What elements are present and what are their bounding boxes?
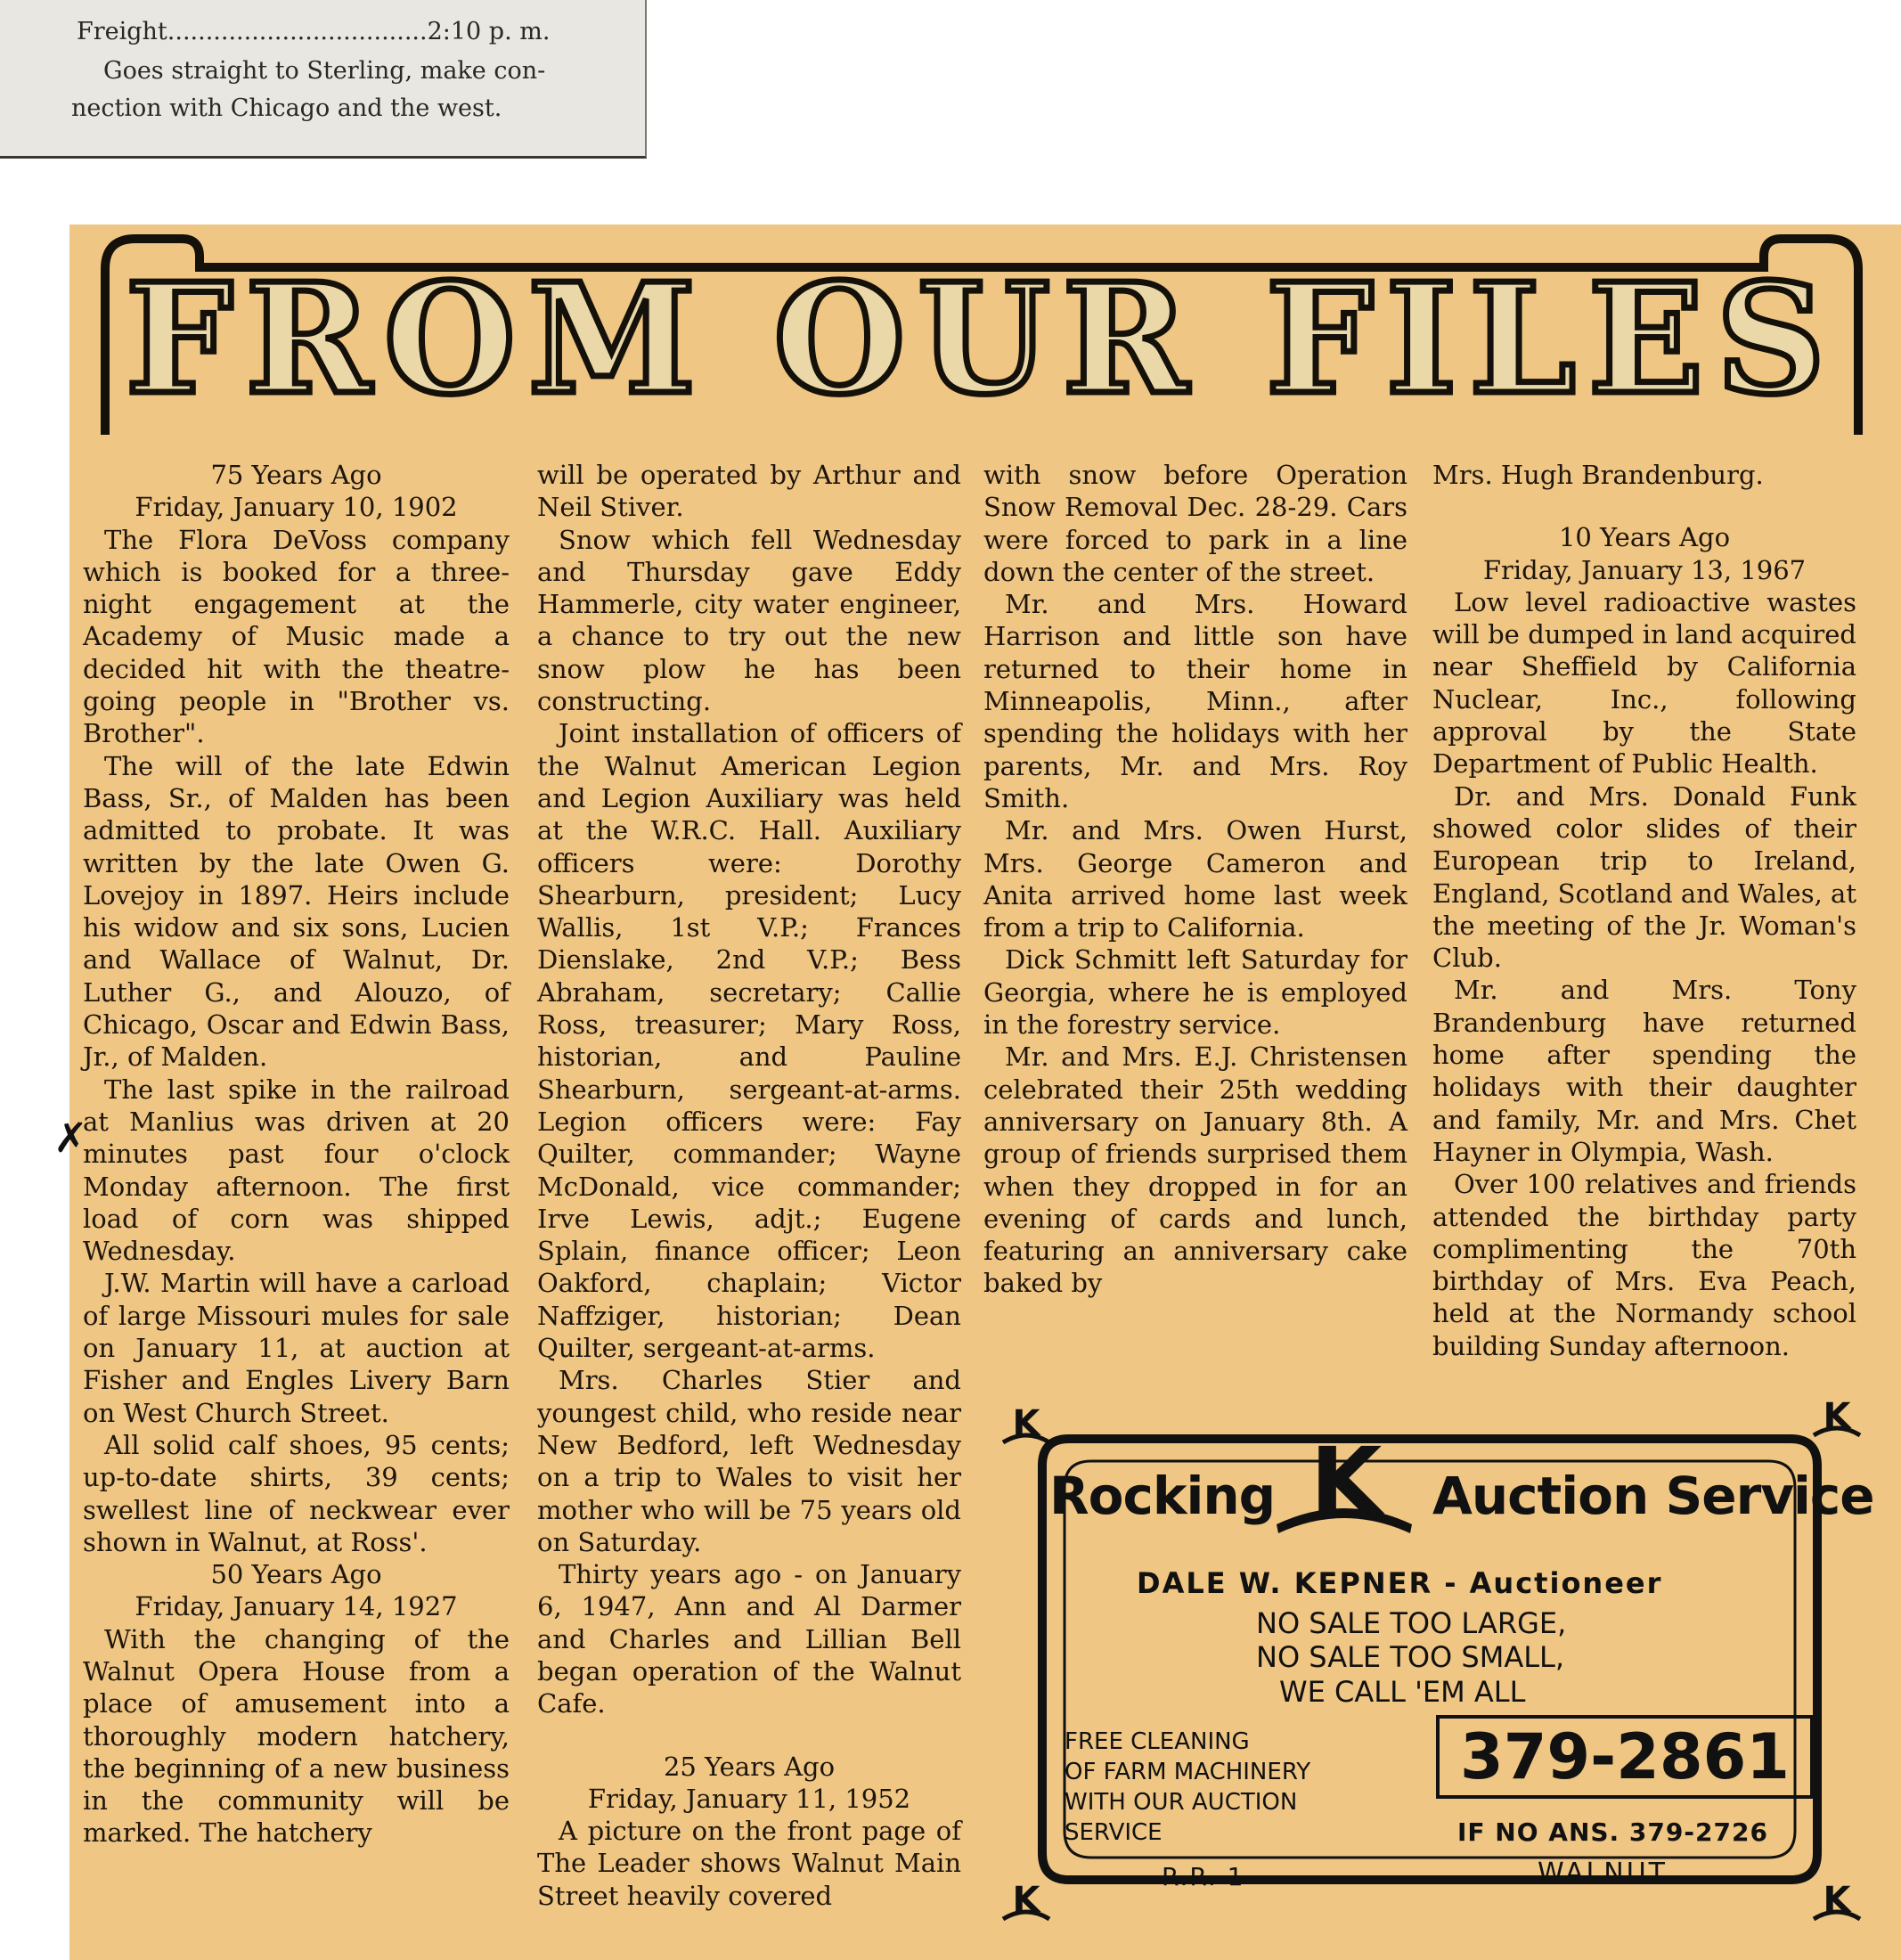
article-paragraph: will be operated by Arthur and Neil Stiver. [537, 460, 961, 523]
column-3 [983, 459, 1407, 1300]
svg-text:K: K [1823, 1880, 1851, 1921]
date-10-years: Friday, January 13, 1967 [1482, 554, 1807, 585]
freight-row [77, 18, 550, 45]
freight-label: Freight [77, 18, 167, 45]
rocking-k-icon [1808, 1878, 1865, 1924]
slogan-line2: NO SALE TOO SMALL, [1256, 1640, 1565, 1674]
svg-text:K: K [1823, 1396, 1851, 1437]
article-paragraph: Joint installation of officers of the Walnut American Legion and Legion Auxiliary was held at the W.R.C. Hall. Auxiliary officers were: Dorothy Shearburn, president; Lucy Wallis, 1st V.P.; Frances Dienslake, 2nd V.P.; Bess Abraham, secretary; Callie Ross, treasurer; Mary Ross, historian, and Pauline Shearburn, sergeant-at-arms. Legion officers were: Fay Quilter, commander; Wayne McDonald, vice commander; Irve Lewis, adjt.; Eugene Splain, finance officer; Leon Oakford, chaplain; Victor Naffziger, historian; Dean Quilter, sergeant-at-arms. [537, 718, 961, 1364]
article-paragraph: Thirty years ago - on January 6, 1947, Ann and Al Darmer and Charles and Lillian Bell began operation of the Walnut Cafe. [537, 1559, 961, 1719]
ad-title-left: Rocking [1049, 1466, 1276, 1526]
schedule-note-line1: Goes straight to Sterling, make con- [103, 57, 546, 85]
date-75-years: Friday, January 10, 1902 [135, 492, 458, 523]
alternate-phone: IF NO ANS. 379-2726 [1457, 1817, 1768, 1847]
svg-text:K: K [1309, 1439, 1383, 1536]
article-paragraph: All solid calf shoes, 95 cents; up-to-date shirts, 39 cents; swellest line of neckwear ever shown in Walnut, at Ross'. [83, 1429, 510, 1557]
article-paragraph: The last spike in the railroad at Manlius was driven at 20 minutes past four o'clock Monday afternoon. The first load of corn was shipped Wednesday. [83, 1074, 510, 1267]
date-25-years: Friday, January 11, 1952 [587, 1783, 911, 1814]
article-paragraph: Mr. and Mrs. E.J. Christensen celebrated their 25th wedding anniversary on January 8th. A group of friends surprised them when they dropped in for an evening of cards and lunch, featuring an anniversary cake baked by [983, 1041, 1407, 1299]
article-paragraph: Dr. and Mrs. Donald Funk showed color slides of their European trip to Ireland, England, Scotland and Wales, at the meeting of the Jr. Woman's Club. [1432, 780, 1856, 974]
heading-25-years: 25 Years Ago [663, 1751, 836, 1782]
free-cleaning-line1: FREE CLEANING [1065, 1728, 1250, 1755]
article-paragraph: Mrs. Charles Stier and youngest child, who reside near New Bedford, left Wednesday on a trip to Wales to visit her mother who will be 75 years old on Saturday. [537, 1365, 961, 1557]
svg-text:K: K [1012, 1403, 1040, 1444]
pen-mark-icon: ✗ [53, 1114, 88, 1162]
heading-75-years: 75 Years Ago [210, 460, 382, 490]
leader-dots: .................................. [167, 18, 428, 45]
slogan-line3: WE CALL 'EM ALL [1279, 1675, 1526, 1709]
train-schedule-clipping [0, 0, 647, 159]
schedule-note-line2: nection with Chicago and the west. [71, 94, 502, 122]
rocking-k-icon [998, 1401, 1055, 1448]
article-paragraph: Mr. and Mrs. Howard Harrison and little son have returned to their home in Minneapolis, Minn., after spending the holidays with her parents, Mr. and Mrs. Roy Smith. [983, 589, 1407, 813]
date-50-years: Friday, January 14, 1927 [135, 1591, 458, 1622]
rocking-k-icon [1808, 1394, 1865, 1441]
freight-time: 2:10 p. m. [427, 18, 551, 45]
auctioneer-name: DALE W. KEPNER - Auctioneer [1137, 1566, 1663, 1600]
free-cleaning-line3: WITH OUR AUCTION [1065, 1789, 1298, 1816]
article-paragraph: Over 100 relatives and friends attended the birthday party complimenting the 70th birthday of Mrs. Eva Peach, held at the Normandy school building Sunday afternoon. [1432, 1169, 1856, 1361]
from-our-files-banner [100, 233, 1864, 440]
free-cleaning-line2: OF FARM MACHINERY [1065, 1759, 1311, 1785]
article-paragraph: Dick Schmitt left Saturday for Georgia, where he is employed in the forestry service. [983, 944, 1407, 1041]
article-paragraph: Snow which fell Wednesday and Thursday gave Eddy Hammerle, city water engineer, a chance to try out the new snow plow he has been constructing. [537, 524, 961, 717]
ad-title-right: Auction Service [1432, 1466, 1874, 1526]
column-4 [1432, 459, 1856, 1362]
town-name: WALNUT [1538, 1858, 1668, 1889]
rocking-k-logo-icon [1268, 1439, 1421, 1546]
spacer [1432, 491, 1856, 521]
banner-frame [100, 233, 1864, 440]
article-paragraph: Mr. and Mrs. Tony Brandenburg have returned home after spending the holidays with their daughter and family, Mr. and Mrs. Chet Hayner in Olympia, Wash. [1432, 975, 1856, 1167]
slogan-line1: NO SALE TOO LARGE, [1256, 1606, 1567, 1640]
rocking-k-icon [998, 1878, 1055, 1924]
spacer [537, 1720, 961, 1751]
article-paragraph: Mrs. Hugh Brandenburg. [1432, 460, 1764, 490]
heading-50-years: 50 Years Ago [210, 1559, 382, 1590]
article-paragraph: The Flora DeVoss company which is booked for a three-night engagement at the Academy of Music made a decided hit with the theatre-going people in "Brother vs. Brother". [83, 524, 510, 749]
rural-route: R.R. 1 [1162, 1862, 1245, 1891]
free-cleaning-line4: SERVICE [1065, 1819, 1163, 1846]
article-paragraph: A picture on the front page of The Leader shows Walnut Main Street heavily covered [537, 1816, 961, 1911]
article-paragraph: with snow before Operation Snow Removal Dec. 28-29. Cars were forced to park in a line down the center of the street. [983, 460, 1407, 587]
column-1 [83, 459, 510, 1850]
article-paragraph: J.W. Martin will have a carload of large Missouri mules for sale on January 11, at auction at Fisher and Engles Livery Barn on West Church Street. [83, 1268, 510, 1428]
article-paragraph: With the changing of the Walnut Opera House from a place of amusement into a thoroughly modern hatchery, the beginning of a new business in the community will be marked. The hatchery [83, 1623, 510, 1849]
phone-number: 379-2861 [1436, 1715, 1814, 1799]
heading-10-years: 10 Years Ago [1558, 522, 1731, 553]
banner-title: FROM OUR FILES [125, 250, 1839, 429]
article-paragraph: The will of the late Edwin Bass, Sr., of Malden has been admitted to probate. It was written by the late Owen G. Lovejoy in 1897. Heirs include his widow and six sons, Lucien and Wallace of Walnut, Dr. Luther G., and Alouzo, of Chicago, Oscar and Edwin Bass, Jr., of Malden. [83, 750, 510, 1073]
column-2 [537, 459, 961, 1912]
svg-text:K: K [1012, 1880, 1040, 1921]
article-paragraph: Low level radioactive wastes will be dumped in land acquired near Sheffield by California Nuclear, Inc., following approval by the State Department of Public Health. [1432, 586, 1856, 780]
article-paragraph: Mr. and Mrs. Owen Hurst, Mrs. George Cameron and Anita arrived home last week from a trip to California. [983, 815, 1407, 943]
